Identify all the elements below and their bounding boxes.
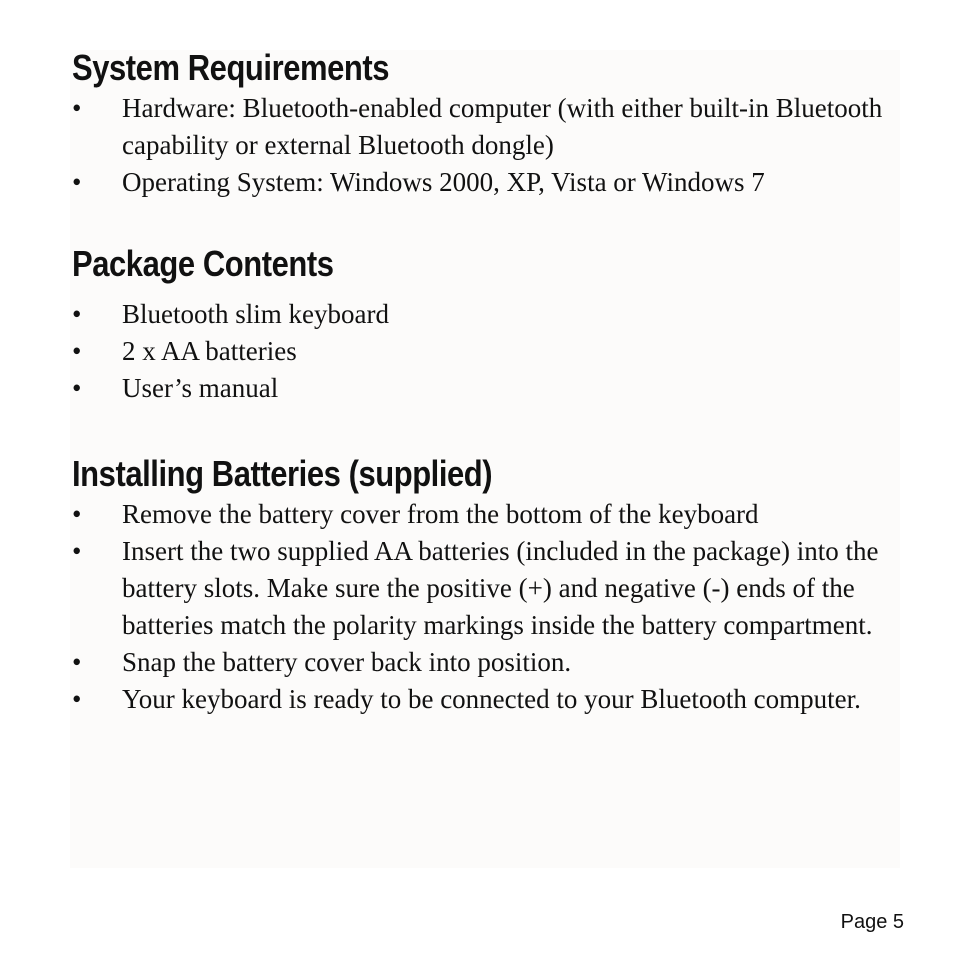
installing-batteries-list [72,496,892,718]
list-item [72,333,892,370]
list-item [72,533,892,644]
bullet-icon: • [72,536,82,566]
heading-package-contents: Package Contents [72,243,334,284]
list-item-text: Insert the two supplied AA batteries (included in the package) into the battery slots. Make sure the positive (+) and negative (-) ends of the batteries match the polarity markings inside the battery compartment. [122,536,879,640]
bullet-icon: • [72,167,82,197]
bullet-icon: • [72,499,82,529]
list-item [72,164,892,201]
bullet-icon: • [72,373,82,403]
package-contents-list [72,296,892,407]
list-item [72,644,892,681]
list-item-text: Snap the battery cover back into position. [122,647,572,677]
bullet-icon: • [72,684,82,714]
bullet-icon: • [72,336,82,366]
list-item-text: Operating System: Windows 2000, XP, Vista or Windows 7 [122,167,765,197]
list-item [72,90,892,164]
list-item-text: Hardware: Bluetooth-enabled computer (with either built-in Bluetooth capability or external Bluetooth dongle) [122,93,883,160]
list-item-text: Remove the battery cover from the bottom of the keyboard [122,499,759,529]
list-item [72,496,892,533]
list-item-text: 2 x AA batteries [122,336,297,366]
bullet-icon: • [72,299,82,329]
list-item [72,296,892,333]
bullet-icon: • [72,647,82,677]
list-item-text: Bluetooth slim keyboard [122,299,389,329]
list-item [72,681,892,718]
list-item-text: User’s manual [122,373,279,403]
bullet-icon: • [72,93,82,123]
list-item-text: Your keyboard is ready to be connected to your Bluetooth computer. [122,684,861,714]
heading-installing-batteries: Installing Batteries (supplied) [72,453,493,494]
heading-system-requirements: System Requirements [72,47,390,88]
system-requirements-list [72,90,892,201]
page-number: Page 5 [840,911,904,933]
list-item [72,370,892,407]
